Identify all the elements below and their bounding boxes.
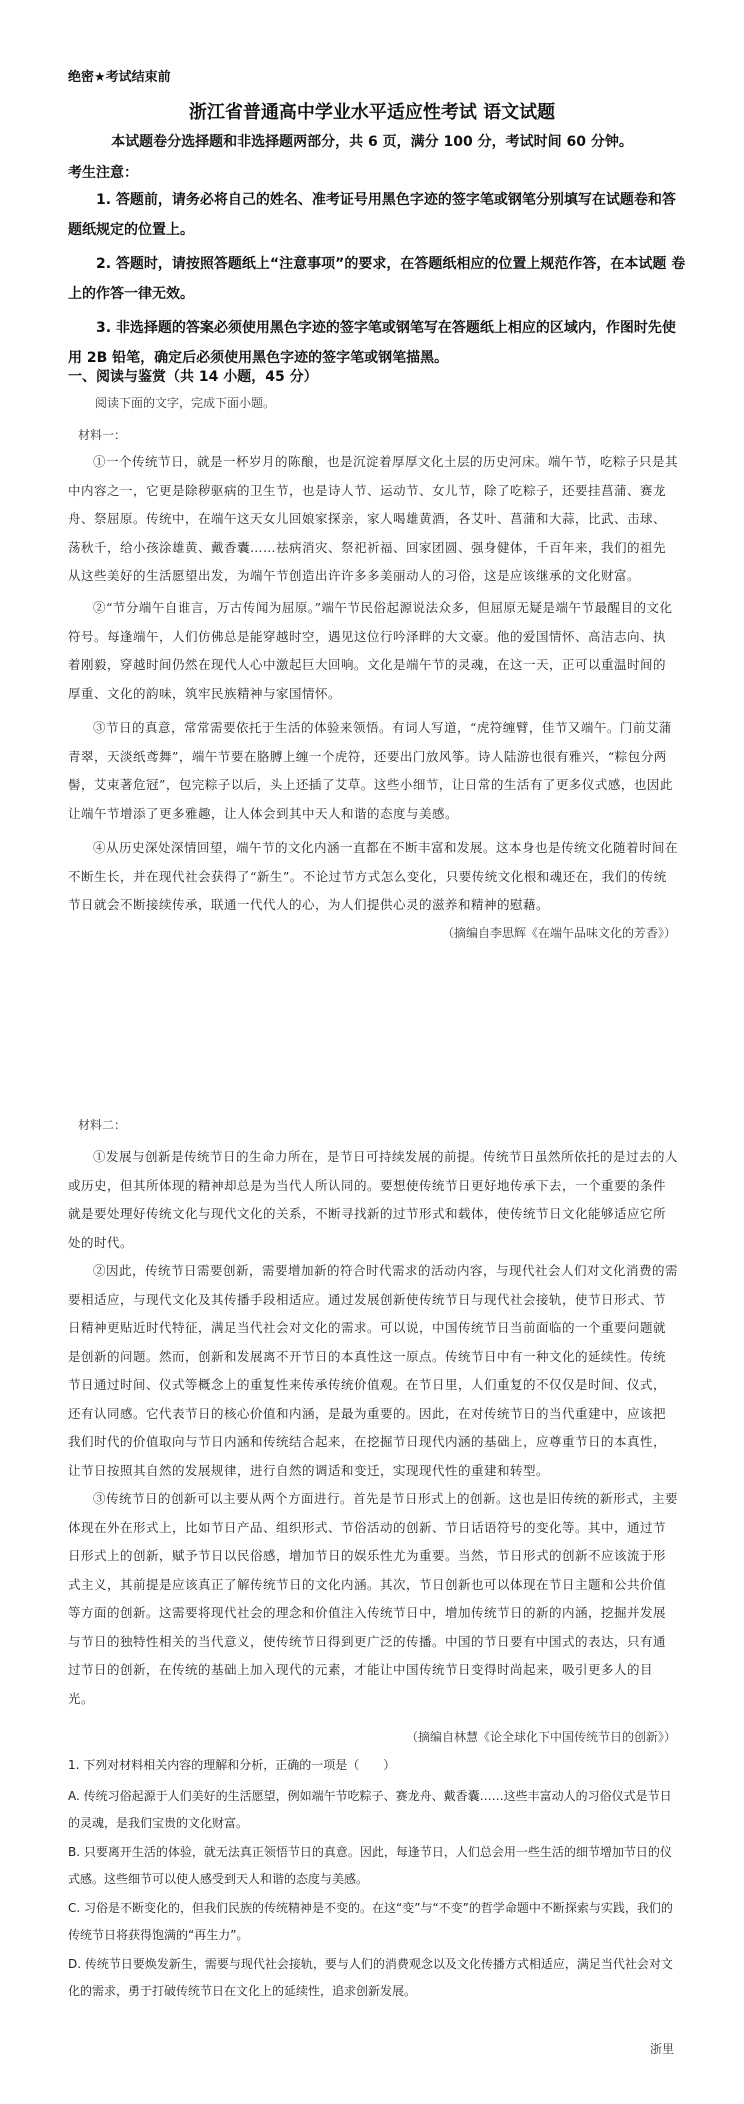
question-1-stem: 1. 下列对材料相关内容的理解和分析，正确的一项是（ ）: [68, 1758, 396, 1772]
material-1-paragraph-2: ②“节分端午自谁言，万古传闻为屈原。”端午节民俗起源说法众多，但屈原无疑是端午节最醒目的文化符号。每逢端午，人们仿佛总是能穿越时空，遇见这位行吟泽畔的大文豪。他的爱国情怀、高洁志向、执着刚毅，穿越时间仍然在现代人心中激起巨大回响。文化是端午节的灵魂，在这一天，正可以重温时间的厚重、文化的韵味，筑牢民族精神与家国情怀。: [68, 600, 673, 701]
secret-label: 绝密★考试结束前: [68, 70, 171, 85]
material-1-source: （摘编自李思辉《在端午品味文化的芳香》）: [441, 926, 676, 940]
material-2-paragraph-2: ②因此，传统节日需要创新，需要增加新的符合时代需求的活动内容，与现代社会人们对文化消费的需要相适应，与现代文化及其传播手段相适应。通过发展创新使传统节日与现代社会接轨，使节日形式、节日精神更贴近时代特征，满足当代社会对文化的需求。可以说，中国传统节日当前面临的一个重要问题就是创新的问题。然而，创新和发展离不开节日的本真性这一原点。传统节日中有一种文化的延续性。传统节日通过时间、仪式等概念上的重复性来传承传统价值观。在节日里，人们重复的不仅仅是时间、仪式，还有认同感。它代表节日的核心价值和内涵，是最为重要的。因此，在对传统节日的当代重建中，应该把我们时代的价值取向与节日内涵和传统结合起来，在挖掘节日现代内涵的基础上，应尊重节日的本真性，让节日按照其自然的发展规律，进行自然的调适和变迁，实现现代性的重建和转型。: [68, 1263, 679, 1478]
question-1-option-a: A. 传统习俗起源于人们美好的生活愿望，例如端午节吃粽子、赛龙舟、戴香囊……这些丰富动人的习俗仪式是节日的灵魂，是我们宝贵的文化财富。: [68, 1789, 672, 1830]
material-1-paragraph-4: ④从历史深处深情回望，端午节的文化内涵一直都在不断丰富和发展。这本身也是传统文化随着时间在不断生长，并在现代社会获得了“新生”。不论过节方式怎么变化，只要传统文化根和魂还在，我们的传统节日就会不断接续传承，联通一代代人的心，为人们提供心灵的滋养和精神的慰藉。: [68, 840, 679, 912]
material-2-paragraph-1: ①发展与创新是传统节日的生命力所在，是节日可持续发展的前提。传统节日虽然所依托的是过去的人或历史，但其所体现的精神却总是为当代人所认同的。要想使传统节日更好地传承下去，一个重要的条件就是要处理好传统文化与现代文化的关系，不断寻找新的过节形式和载体，使传统节日文化能够适应它所处的时代。: [68, 1149, 679, 1250]
material-2-paragraph-3: ③传统节日的创新可以主要从两个方面进行。首先是节日形式上的创新。这也是旧传统的新形式，主要体现在外在形式上，比如节日产品、组织形式、节俗活动的创新、节日话语符号的变化等。其中，通过节日形式上的创新，赋予节日以民俗感，增加节日的娱乐性尤为重要。当然，节日形式的创新不应该流于形式主义，其前提是应该真正了解传统节日的文化内涵。其次，节日创新也可以体现在节日主题和公共价值等方面的创新。这需要将现代社会的理念和价值注入传统节日中，增加传统节日的新的内涵，挖掘并发展与节日的独特性相关的当代意义，使传统节日得到更广泛的传播。中国的节日要有中国式的表达，只有通过节日的创新，在传统的基础上加入现代的元素，才能让中国传统节日变得时尚起来，吸引更多人的目光。: [68, 1491, 679, 1706]
section-instruction: 阅读下面的文字，完成下面小题。: [95, 396, 276, 410]
material-2-source: （摘编自林慧《论全球化下中国传统节日的创新》）: [405, 1730, 676, 1744]
material-1-label: 材料一：: [78, 428, 127, 442]
question-1-option-c: C. 习俗是不断变化的，但我们民族的传统精神是不变的。在这“变”与“不变”的哲学命题中不断探索与实践，我们的传统节日将获得饱满的“再生力”。: [68, 1901, 673, 1942]
question-1-option-d: D. 传统节日要焕发新生，需要与现代社会接轨，要与人们的消费观念以及文化传播方式相适应，满足当代社会对文化的需求，勇于打破传统节日在文化上的延续性，追求创新发展。: [68, 1957, 673, 1998]
notice-list: [68, 185, 688, 373]
section-heading: 一、阅读与鉴赏（共 14 小题，45 分）: [68, 369, 318, 385]
material-1-paragraph-3: ③节日的真意，常常需要依托于生活的体验来领悟。有词人写道，“虎符缠臂，佳节又端午。门前艾蒲青翠，天淡纸鸢舞”，端午节要在胳膊上缠一个虎符，还要出门放风筝。诗人陆游也很有雅兴，“粽包分两髻，艾束著危冠”，包完粽子以后，头上还插了艾草。这些小细节，让日常的生活有了更多仪式感，也因此让端午节增添了更多雅趣，让人体会到其中天人和谐的态度与美感。: [68, 720, 673, 821]
material-2-label: 材料二：: [78, 1118, 127, 1132]
exam-title: 浙江省普通高中学业水平适应性考试 语文试题: [188, 102, 556, 123]
notice-item-3: 3. 非选择题的答案必须使用黑色字迹的签字笔或钢笔写在答题纸上相应的区域内，作图时先使 用 2B 铅笔，确定后必须使用黑色字迹的签字笔或钢笔描黑。: [68, 320, 676, 366]
notice-item-1: 1. 答题前，请务必将自己的姓名、准考证号用黑色字迹的签字笔或钢笔分别填写在试题卷和答题纸规定的位置上。: [68, 192, 676, 238]
page-footer: 浙里: [649, 2042, 674, 2056]
notice-heading: 考生注意：: [68, 165, 138, 181]
material-1-paragraph-1: ①一个传统节日，就是一杯岁月的陈酿，也是沉淀着厚厚文化土层的历史河床。端午节，吃粽子只是其中内容之一，它更是除秽驱病的卫生节，也是诗人节、运动节、女儿节，除了吃粽子，还要挂菖蒲、赛龙舟、祭屈原。传统中，在端午这天女儿回娘家探亲，家人喝雄黄酒，各艾叶、菖蒲和大蒜，比武、击球、荡秋千，给小孩涂雄黄、戴香囊……祛病消灾、祭祀祈福、回家团圆、强身健体，千百年来，我们的祖先从这些美好的生活愿望出发，为端午节创造出许许多多美丽动人的习俗，这是应该继承的文化财富。: [68, 454, 679, 583]
exam-info: 本试题卷分选择题和非选择题两部分，共 6 页，满分 100 分，考试时间 60 分钟。: [111, 134, 633, 150]
question-1-option-b: B. 只要离开生活的体验，就无法真正领悟节日的真意。因此，每逢节日，人们总会用一些生活的细节增加节日的仪式感。这些细节可以使人感受到天人和谐的态度与美感。: [68, 1845, 672, 1886]
notice-item-2: 2. 答题时，请按照答题纸上“注意事项”的要求，在答题纸相应的位置上规范作答，在本试题 卷上的作答一律无效。: [68, 256, 686, 302]
